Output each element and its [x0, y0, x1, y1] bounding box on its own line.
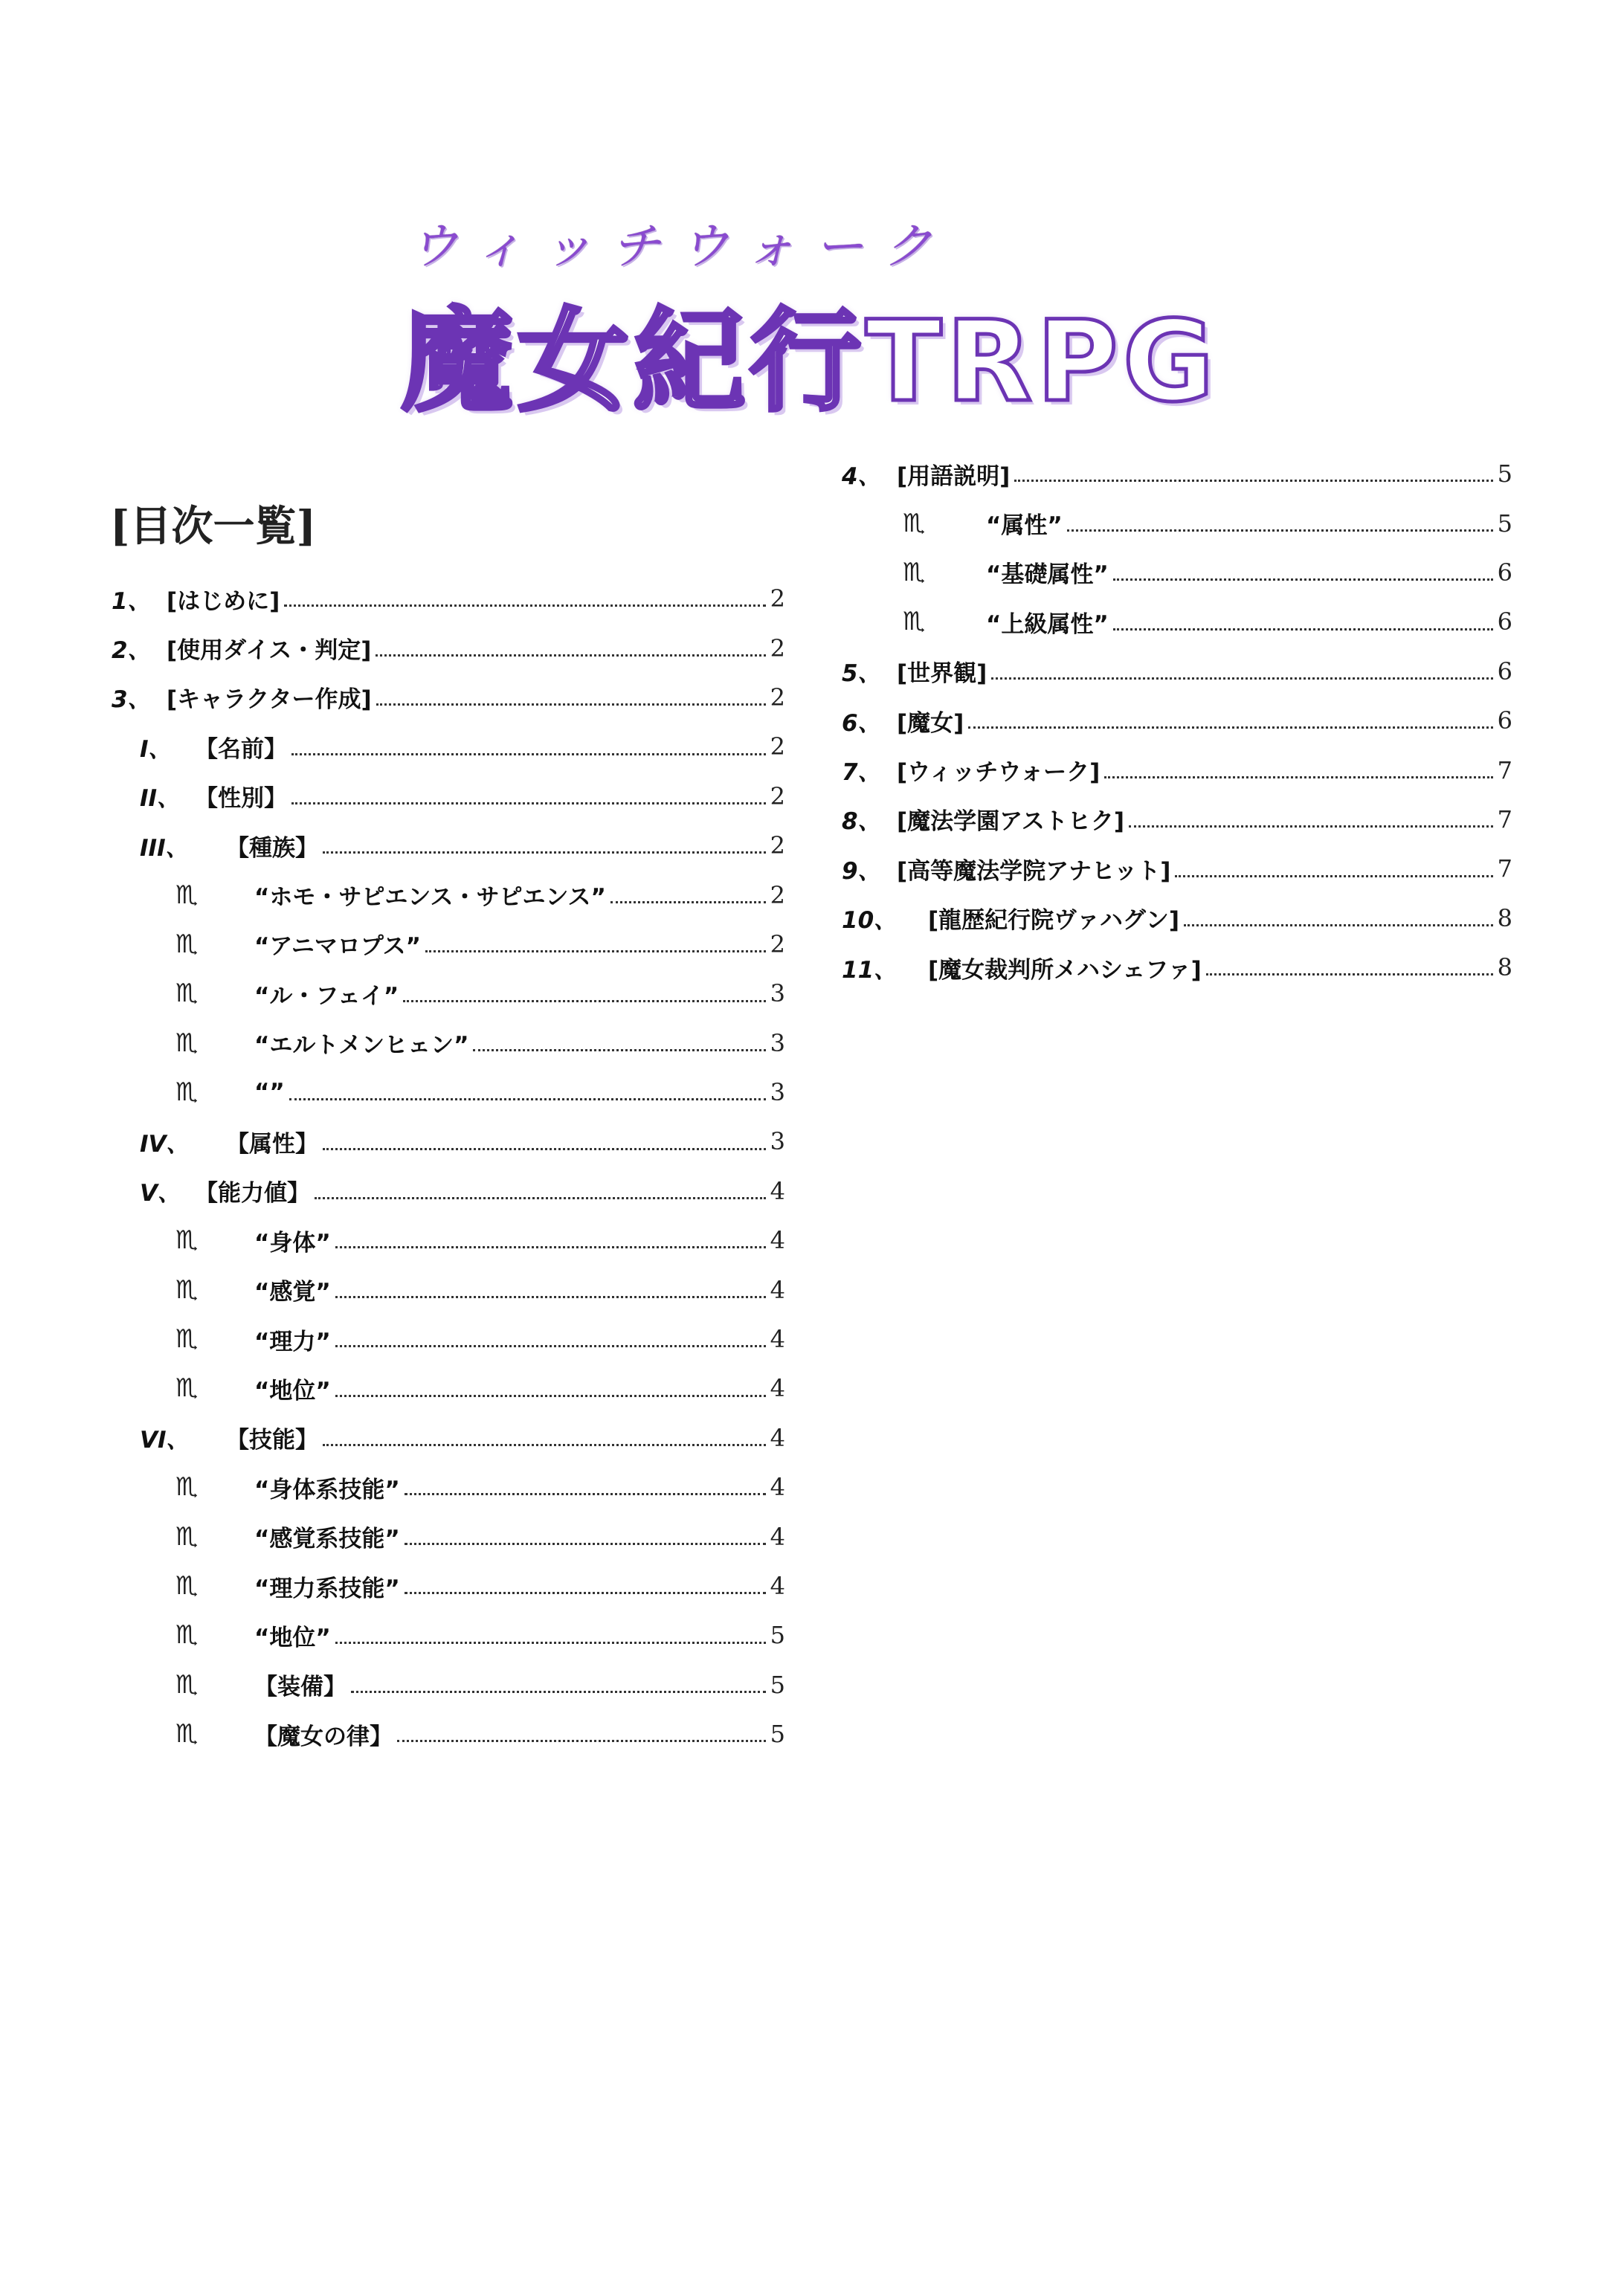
- toc-entry-label: “属性”: [986, 512, 1063, 540]
- toc-entry-number: 4、: [842, 462, 881, 490]
- toc-entry-page: 2: [770, 880, 785, 909]
- dot-leader: [1184, 924, 1493, 926]
- dot-leader: [405, 1543, 766, 1545]
- toc-entry-number: 8、: [842, 808, 881, 836]
- toc-entry-page: 4: [770, 1374, 785, 1403]
- toc-right-column: [842, 449, 1512, 992]
- scorpio-bullet-icon: ♏: [903, 607, 926, 637]
- dot-leader: [405, 1493, 766, 1495]
- dot-leader: [968, 726, 1492, 729]
- toc-entry-number: 2、: [112, 637, 151, 665]
- scorpio-bullet-icon: ♏: [175, 1719, 199, 1750]
- toc-entry-page: 4: [770, 1423, 785, 1452]
- scorpio-bullet-icon: ♏: [903, 557, 926, 587]
- toc-entry-page: 4: [770, 1226, 785, 1255]
- dot-leader: [397, 1740, 766, 1742]
- toc-entry-page: 3: [770, 1127, 785, 1156]
- toc-entry-page: 4: [770, 1325, 785, 1354]
- dot-leader: [291, 753, 766, 755]
- dot-leader: [289, 1098, 766, 1100]
- dot-leader: [425, 950, 766, 952]
- toc-entry-number: 10、: [842, 907, 898, 935]
- dot-leader: [403, 1000, 765, 1002]
- toc-entry[interactable]: [842, 745, 1512, 794]
- toc-entry-page: 6: [1497, 607, 1512, 636]
- toc-entry-number: 6、: [842, 709, 881, 737]
- scorpio-bullet-icon: ♏: [175, 1274, 199, 1305]
- dot-leader: [405, 1592, 766, 1594]
- dot-leader: [610, 901, 766, 903]
- toc-entry-label: [龍歴紀行院ヴァハグン]: [928, 907, 1180, 935]
- toc-entry-page: 7: [1497, 755, 1512, 784]
- toc-entry-label: “ホモ・サピエンス・サピエンス”: [254, 884, 606, 912]
- dot-leader: [1104, 776, 1492, 778]
- toc-entry-page: 5: [1497, 459, 1512, 488]
- toc-entry-label: [魔女]: [897, 709, 964, 737]
- toc-entry[interactable]: [112, 1463, 785, 1512]
- toc-entry-label: 【性別】: [195, 785, 287, 813]
- toc-entry-label: “感覚”: [254, 1279, 331, 1306]
- toc-entry-label: “”: [254, 1079, 285, 1106]
- toc-entry-page: 8: [1497, 903, 1512, 932]
- toc-entry[interactable]: [112, 920, 785, 969]
- toc-entry-label: [キャラクター作成]: [167, 686, 372, 714]
- toc-entry-label: 【能力値】: [195, 1180, 310, 1207]
- toc-entry-label: 【種族】: [226, 834, 318, 862]
- dot-leader: [1014, 480, 1492, 482]
- toc-entry[interactable]: [112, 1068, 785, 1117]
- toc-entry-page: 5: [770, 1621, 785, 1650]
- toc-entry[interactable]: [112, 1167, 785, 1216]
- dot-leader: [323, 851, 766, 854]
- toc-entry[interactable]: [112, 623, 785, 672]
- toc-entry-number: 3、: [112, 686, 151, 714]
- toc-entry-label: [使用ダイス・判定]: [167, 637, 372, 665]
- title-ruby: ウィッチウォーク: [409, 218, 952, 275]
- toc-entry-number: 9、: [842, 857, 881, 885]
- scorpio-bullet-icon: ♏: [175, 1373, 199, 1404]
- toc-entry[interactable]: [112, 1364, 785, 1413]
- toc-entry-page: 5: [770, 1720, 785, 1749]
- toc-entry-page: 2: [770, 732, 785, 761]
- toc-entry-page: 5: [1497, 509, 1512, 538]
- scorpio-bullet-icon: ♏: [175, 1669, 199, 1700]
- toc-entry[interactable]: [842, 844, 1512, 893]
- dot-leader: [323, 1148, 766, 1150]
- toc-entry-number: V、: [140, 1180, 181, 1207]
- toc-entry[interactable]: [112, 722, 785, 771]
- toc-entry[interactable]: [112, 1709, 785, 1758]
- toc-entry-label: [魔法学園アストヒク]: [897, 808, 1125, 836]
- dot-leader: [323, 1444, 766, 1446]
- toc-entry[interactable]: [112, 821, 785, 870]
- scorpio-bullet-icon: ♏: [175, 1521, 199, 1552]
- toc-entry[interactable]: [112, 1610, 785, 1660]
- toc-entry-label: “エルトメンヒェン”: [254, 1032, 469, 1060]
- toc-entry[interactable]: [842, 498, 1512, 547]
- toc-entry-label: “地位”: [254, 1624, 331, 1651]
- toc-entry[interactable]: [842, 647, 1512, 696]
- dot-leader: [335, 1246, 766, 1248]
- toc-entry-number: 7、: [842, 759, 881, 787]
- document-title: 魔女紀行TRPG: [402, 297, 1219, 427]
- dot-leader: [1067, 529, 1493, 532]
- toc-entry-number: 11、: [842, 956, 898, 984]
- toc-entry-label: “基礎属性”: [986, 561, 1109, 589]
- toc-entry[interactable]: [112, 1265, 785, 1314]
- toc-entry-page: 3: [770, 1078, 785, 1107]
- toc-entry-number: IV、: [140, 1130, 190, 1158]
- toc-entry-label: “上級属性”: [986, 610, 1109, 638]
- toc-entry-page: 7: [1497, 804, 1512, 833]
- toc-entry[interactable]: [112, 1315, 785, 1364]
- scorpio-bullet-icon: ♏: [175, 978, 199, 1009]
- toc-entry[interactable]: [842, 795, 1512, 844]
- dot-leader: [335, 1395, 766, 1397]
- toc-entry-label: “理力系技能”: [254, 1575, 400, 1602]
- dot-leader: [1113, 578, 1493, 581]
- dot-leader: [335, 1296, 766, 1298]
- scorpio-bullet-icon: ♏: [175, 1571, 199, 1601]
- toc-entry[interactable]: [112, 1512, 785, 1561]
- toc-entry-label: 【属性】: [226, 1130, 318, 1158]
- scorpio-bullet-icon: ♏: [175, 1225, 199, 1256]
- toc-entry-label: [用語説明]: [897, 462, 1011, 490]
- dot-leader: [1175, 875, 1492, 877]
- scorpio-bullet-icon: ♏: [175, 1620, 199, 1651]
- toc-entry-label: “地位”: [254, 1377, 331, 1405]
- toc-heading: [目次一覧]: [110, 502, 316, 551]
- toc-entry-page: 2: [770, 633, 785, 662]
- toc-entry[interactable]: [842, 548, 1512, 597]
- toc-entry-page: 4: [770, 1275, 785, 1304]
- toc-entry[interactable]: [112, 1660, 785, 1709]
- toc-entry-label: [高等魔法学院アナヒット]: [897, 857, 1171, 885]
- toc-entry-page: 6: [1497, 558, 1512, 587]
- dot-leader: [315, 1197, 766, 1199]
- toc-entry-page: 7: [1497, 854, 1512, 883]
- toc-entry-page: 5: [770, 1670, 785, 1699]
- toc-entry[interactable]: [112, 1561, 785, 1610]
- dot-leader: [1129, 825, 1493, 828]
- scorpio-bullet-icon: ♏: [175, 1028, 199, 1058]
- toc-entry-page: 4: [770, 1522, 785, 1551]
- toc-entry-label: [はじめに]: [167, 587, 280, 615]
- toc-entry-label: “身体系技能”: [254, 1476, 400, 1503]
- toc-entry-label: “ル・フェイ”: [254, 982, 399, 1010]
- toc-entry[interactable]: [842, 449, 1512, 498]
- dot-leader: [473, 1049, 765, 1051]
- toc-entry[interactable]: [842, 597, 1512, 646]
- toc-entry-page: 2: [770, 929, 785, 958]
- toc-entry-number: 5、: [842, 660, 881, 688]
- toc-entry-page: 4: [770, 1176, 785, 1205]
- toc-entry-page: 6: [1497, 657, 1512, 686]
- toc-entry-label: 【技能】: [226, 1427, 318, 1454]
- toc-entry-page: 2: [770, 831, 785, 860]
- scorpio-bullet-icon: ♏: [903, 508, 926, 538]
- dot-leader: [376, 654, 765, 657]
- toc-entry[interactable]: [842, 943, 1512, 992]
- dot-leader: [376, 703, 766, 706]
- scorpio-bullet-icon: ♏: [175, 880, 199, 910]
- scorpio-bullet-icon: ♏: [175, 1077, 199, 1108]
- toc-entry-number: I、: [140, 735, 172, 763]
- scorpio-bullet-icon: ♏: [175, 929, 199, 959]
- toc-entry-label: “理力”: [254, 1328, 331, 1355]
- dot-leader: [291, 802, 766, 804]
- toc-entry-number: III、: [140, 834, 189, 862]
- dot-leader: [284, 604, 765, 607]
- toc-entry-label: “アニマロプス”: [254, 933, 421, 961]
- toc-entry[interactable]: [112, 1117, 785, 1166]
- toc-entry-label: “感覚系技能”: [254, 1526, 400, 1553]
- toc-entry-label: “身体”: [254, 1229, 331, 1257]
- toc-entry-number: 1、: [112, 587, 151, 615]
- toc-entry[interactable]: [112, 673, 785, 722]
- toc-entry[interactable]: [112, 969, 785, 1018]
- toc-entry-number: VI、: [140, 1427, 190, 1454]
- toc-entry-page: 2: [770, 683, 785, 712]
- toc-entry-label: 【名前】: [195, 735, 287, 763]
- toc-entry[interactable]: [112, 772, 785, 821]
- toc-entry-page: 2: [770, 584, 785, 613]
- toc-entry-page: 3: [770, 979, 785, 1008]
- toc-entry[interactable]: [112, 1216, 785, 1265]
- toc-entry[interactable]: [842, 696, 1512, 745]
- toc-entry-label: [ウィッチウォーク]: [897, 759, 1101, 787]
- toc-entry-page: 4: [770, 1473, 785, 1502]
- dot-leader: [335, 1345, 766, 1347]
- toc-entry-label: [世界観]: [897, 660, 987, 688]
- dot-leader: [335, 1642, 766, 1644]
- toc-entry-label: [魔女裁判所メハシェファ]: [928, 956, 1202, 984]
- toc-entry-page: 2: [770, 781, 785, 810]
- toc-entry-label: 【魔女の律】: [254, 1723, 393, 1750]
- toc-entry[interactable]: [112, 574, 785, 623]
- dot-leader: [351, 1691, 766, 1693]
- scorpio-bullet-icon: ♏: [175, 1472, 199, 1503]
- scorpio-bullet-icon: ♏: [175, 1324, 199, 1355]
- toc-entry[interactable]: [112, 1019, 785, 1068]
- toc-entry[interactable]: [842, 894, 1512, 943]
- dot-leader: [991, 677, 1492, 680]
- toc-entry-page: 4: [770, 1572, 785, 1600]
- toc-entry-number: II、: [140, 785, 181, 813]
- dot-leader: [1206, 973, 1493, 976]
- dot-leader: [1113, 628, 1493, 631]
- toc-entry-page: 6: [1497, 706, 1512, 735]
- toc-entry-label: 【装備】: [254, 1674, 347, 1701]
- toc-entry-page: 3: [770, 1028, 785, 1057]
- toc-entry[interactable]: [112, 870, 785, 919]
- toc-entry-page: 8: [1497, 953, 1512, 982]
- toc-entry[interactable]: [112, 1413, 785, 1463]
- toc-left-column: [112, 574, 785, 1758]
